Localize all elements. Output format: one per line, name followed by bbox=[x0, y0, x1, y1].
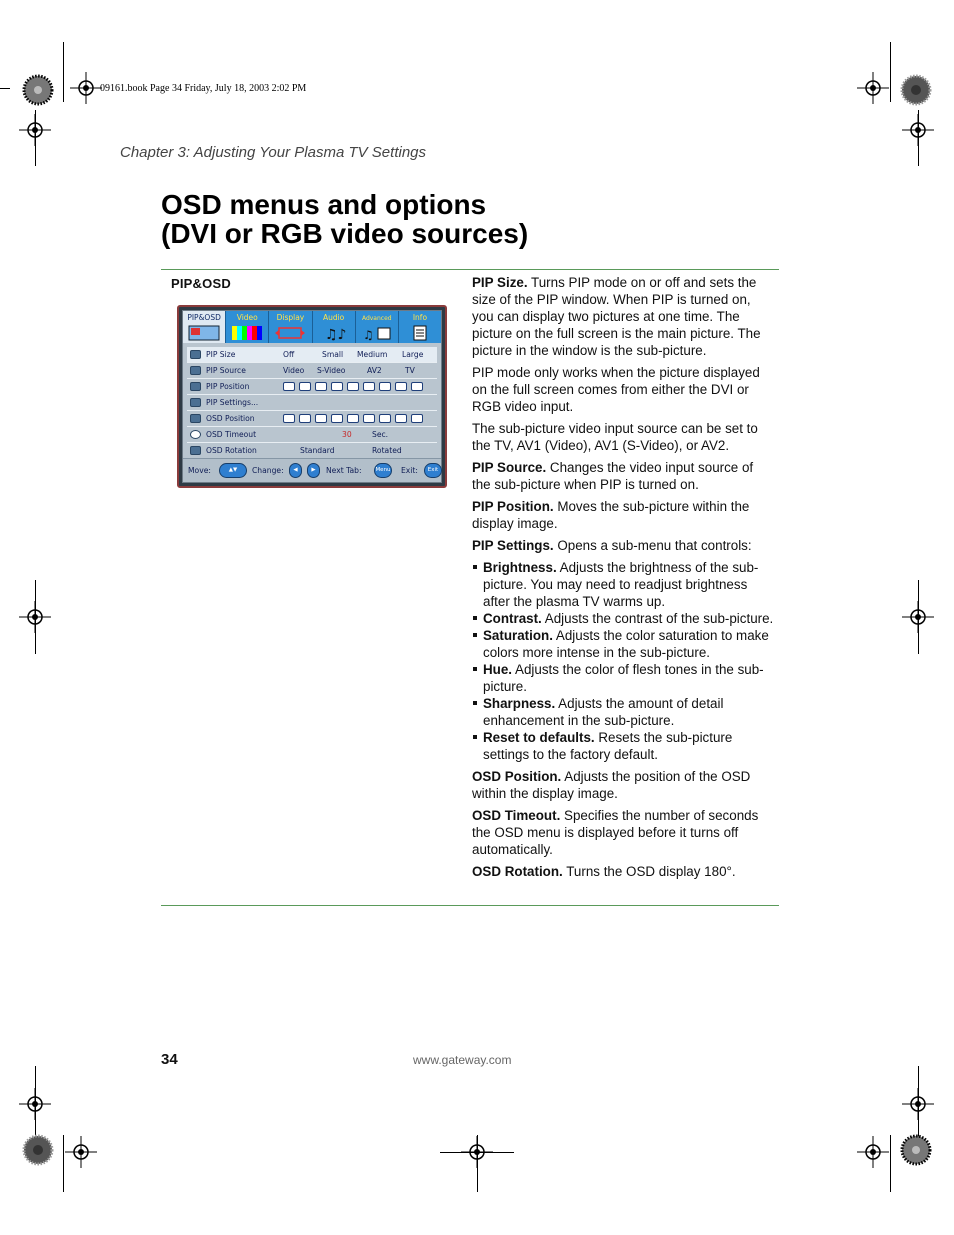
advanced-settings-icon bbox=[360, 324, 394, 342]
registration-mark-icon bbox=[902, 601, 934, 633]
list-item: Contrast. Adjusts the contrast of the sub-picture. bbox=[472, 610, 774, 627]
osd-row-pip-settings: PIP Settings... bbox=[187, 395, 437, 411]
menu-button-icon: Menu bbox=[374, 463, 392, 478]
osd-tab-pip-osd bbox=[183, 311, 226, 343]
osd-tab-label: Audio bbox=[322, 313, 345, 322]
pip-size-paragraph: PIP Size. Turns PIP mode on or off and sets the size of the PIP window. When PIP is turned on, you can display two pictures at one time. The picture on the full screen is the main picture. The picture in the window is the sub-picture. bbox=[472, 275, 761, 358]
osd-option-list bbox=[187, 347, 437, 459]
book-info-slug: 09161.book Page 34 Friday, July 18, 2003 2:02 PM bbox=[100, 83, 307, 94]
svg-text:♫: ♫ bbox=[362, 328, 374, 342]
registration-mark-icon bbox=[902, 114, 934, 146]
osd-tab-video bbox=[226, 311, 269, 343]
crop-mark bbox=[890, 1135, 891, 1192]
osd-row-osd-timeout: OSD Timeout 30 Sec. bbox=[187, 427, 437, 443]
section-rule-top bbox=[161, 269, 779, 270]
registration-mark-icon bbox=[65, 1136, 97, 1168]
registration-mark-icon bbox=[857, 1136, 889, 1168]
section-rule-bottom bbox=[161, 905, 779, 906]
osd-tab-bar bbox=[183, 311, 441, 343]
pip-source-icon bbox=[190, 366, 201, 375]
list-item: Brightness. Adjusts the brightness of the sub-picture. You may need to readjust brightness after the plasma TV warms up. bbox=[472, 559, 774, 610]
crop-mark bbox=[63, 1135, 64, 1192]
registration-mark-icon bbox=[857, 72, 889, 104]
music-notes-icon bbox=[317, 324, 351, 342]
osd-tab-display bbox=[269, 311, 312, 343]
exit-button-icon: Exit bbox=[424, 463, 442, 478]
left-arrow-icon: ◀ bbox=[289, 463, 302, 478]
pip-source-paragraph: PIP Source. Changes the video input source of the sub-picture when PIP is turned on. bbox=[472, 460, 754, 492]
list-item: Sharpness. Adjusts the amount of detail enhancement in the sub-picture. bbox=[472, 695, 774, 729]
osd-footer-help: Move: ▲▼ Change: ◀ ▶ Next Tab: Menu Exit: Exit bbox=[183, 458, 441, 482]
list-item: Hue. Adjusts the color of flesh tones in the sub-picture. bbox=[472, 661, 774, 695]
timer-icon bbox=[190, 430, 201, 439]
position-selector-boxes bbox=[283, 382, 423, 391]
osd-row-pip-size: PIP Size Off Small Medium Large bbox=[187, 347, 437, 363]
color-registration-wheel-icon bbox=[18, 1130, 58, 1170]
registration-mark-icon bbox=[19, 114, 51, 146]
page-title bbox=[161, 190, 528, 248]
up-down-arrows-icon: ▲▼ bbox=[219, 463, 247, 478]
osd-row-osd-rotation: OSD Rotation Standard Rotated bbox=[187, 443, 437, 459]
display-arrows-icon bbox=[273, 324, 307, 342]
osd-row-pip-source: PIP Source Video S-Video AV2 TV bbox=[187, 363, 437, 379]
right-arrow-icon: ▶ bbox=[307, 463, 320, 478]
osd-tab-label: Advanced bbox=[361, 315, 392, 322]
pip-position-paragraph: PIP Position. Moves the sub-picture within the display image. bbox=[472, 499, 750, 531]
osd-tab-label: PIP&OSD bbox=[187, 313, 221, 322]
position-selector-boxes bbox=[283, 414, 423, 423]
osd-row-osd-position: OSD Position bbox=[187, 411, 437, 427]
osd-tab-label: Info bbox=[412, 313, 428, 322]
registration-mark-icon bbox=[461, 1136, 493, 1168]
crop-mark bbox=[890, 42, 891, 102]
pip-settings-icon bbox=[190, 398, 201, 407]
list-item: Saturation. Adjusts the color saturation to make colors more intense in the sub-picture. bbox=[472, 627, 774, 661]
pip-settings-list bbox=[472, 559, 774, 763]
rotation-icon bbox=[190, 446, 201, 455]
color-bars-icon bbox=[230, 324, 264, 342]
crop-mark bbox=[0, 88, 10, 89]
registration-mark-icon bbox=[19, 601, 51, 633]
osd-tab-label: Video bbox=[236, 313, 258, 322]
osd-tab-advanced bbox=[356, 311, 399, 343]
page-title-line-2: (DVI or RGB video sources) bbox=[161, 218, 529, 249]
pip-mode-paragraph: PIP mode only works when the picture displayed on the full screen comes from either the DVI or RGB video input. bbox=[472, 365, 760, 414]
body-text-column bbox=[472, 274, 774, 885]
pip-icon bbox=[187, 324, 221, 342]
crop-mark bbox=[63, 42, 64, 102]
registration-mark-icon bbox=[902, 1088, 934, 1120]
osd-rotation-paragraph: OSD Rotation. Turns the OSD display 180°. bbox=[472, 864, 736, 879]
osd-tab-audio bbox=[313, 311, 356, 343]
osd-tab-label: Display bbox=[276, 313, 305, 322]
page-title-line-1: OSD menus and options bbox=[161, 189, 487, 220]
color-registration-wheel-icon bbox=[18, 70, 58, 110]
pip-position-icon bbox=[190, 382, 201, 391]
sub-picture-source-paragraph: The sub-picture video input source can be set to the TV, AV1 (Video), AV1 (S-Video), or AV2. bbox=[472, 421, 758, 453]
page-number: 34 bbox=[161, 1051, 178, 1068]
osd-tab-info bbox=[399, 311, 441, 343]
osd-position-paragraph: OSD Position. Adjusts the position of the OSD within the display image. bbox=[472, 769, 751, 801]
side-heading: PIP&OSD bbox=[171, 276, 231, 291]
color-registration-wheel-icon bbox=[896, 70, 936, 110]
list-item: Reset to defaults. Resets the sub-picture settings to the factory default. bbox=[472, 729, 774, 763]
registration-mark-icon bbox=[70, 72, 102, 104]
osd-timeout-paragraph: OSD Timeout. Specifies the number of seconds the OSD menu is displayed before it turns off automatically. bbox=[472, 808, 759, 857]
svg-text:♫♪: ♫♪ bbox=[324, 327, 347, 342]
pip-settings-paragraph: PIP Settings. Opens a sub-menu that controls: bbox=[472, 538, 752, 553]
registration-mark-icon bbox=[19, 1088, 51, 1120]
info-document-icon bbox=[403, 324, 437, 342]
color-registration-wheel-icon bbox=[896, 1130, 936, 1170]
osd-position-icon bbox=[190, 414, 201, 423]
osd-menu-screenshot bbox=[177, 305, 447, 488]
pip-size-icon bbox=[190, 350, 201, 359]
osd-row-pip-position: PIP Position bbox=[187, 379, 437, 395]
footer-website: www.gateway.com bbox=[413, 1053, 512, 1067]
osd-panel bbox=[182, 310, 442, 483]
chapter-header: Chapter 3: Adjusting Your Plasma TV Settings bbox=[120, 144, 426, 161]
